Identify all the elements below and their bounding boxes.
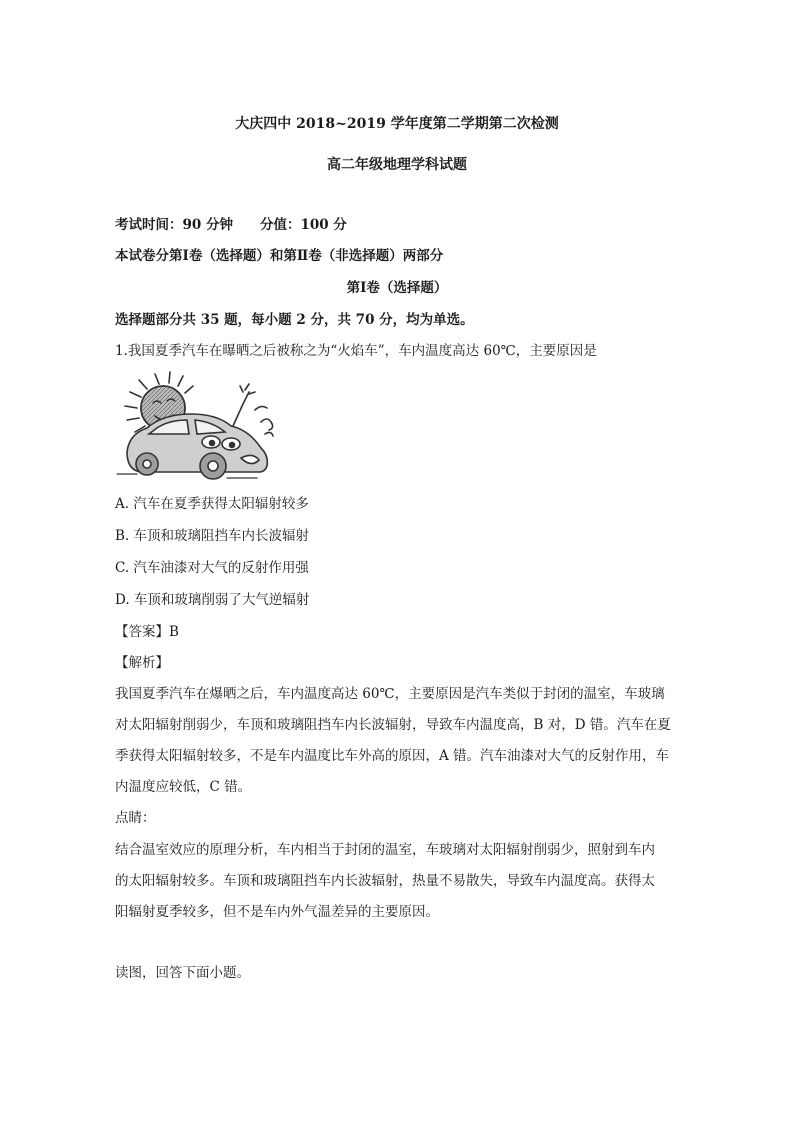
question-1-stem: 1.我国夏季汽车在曝晒之后被称之为“火焰车”，车内温度高达 60℃，主要原因是 <box>115 343 597 359</box>
cartoon-sun-car-illustration <box>115 370 281 482</box>
analysis-line-1: 我国夏季汽车在爆晒之后，车内温度高达 60℃，主要原因是汽车类似于封闭的温室，车玻璃 <box>115 686 665 702</box>
comment-line-3: 阳辐射夏季较多，但不是车内外气温差异的主要原因。 <box>115 904 439 920</box>
option-c: C. 汽车油漆对大气的反射作用强 <box>115 560 309 576</box>
option-a: A. 汽车在夏季获得太阳辐射较多 <box>115 496 309 512</box>
exam-title: 大庆四中 2018~2019 学年度第二学期第二次检测 <box>235 116 559 132</box>
section-title: 第Ⅰ卷（选择题） <box>346 280 448 296</box>
comment-line-2: 的太阳辐射较多。车顶和玻璃阻挡车内长波辐射，热量不易散失，导致车内温度高。获得太 <box>115 873 655 889</box>
next-question-prompt: 读图，回答下面小题。 <box>115 965 250 981</box>
answer-line: 【答案】B <box>115 624 179 640</box>
exam-subtitle: 高二年级地理学科试题 <box>327 157 467 173</box>
comment-label: 点睛： <box>115 810 156 826</box>
choice-instructions: 选择题部分共 35 题，每小题 2 分，共 70 分，均为单选。 <box>115 312 474 328</box>
option-b: B. 车顶和玻璃阻挡车内长波辐射 <box>115 528 310 544</box>
analysis-line-4: 内温度应较低，C 错。 <box>115 779 252 795</box>
exam-time-score: 考试时间：90 分钟 分值：100 分 <box>115 217 347 233</box>
option-d: D. 车顶和玻璃削弱了大气逆辐射 <box>115 592 310 608</box>
analysis-label: 【解析】 <box>115 655 169 671</box>
analysis-line-3: 季获得太阳辐射较多，不是车内温度比车外高的原因，A 错。汽车油漆对大气的反射作用，车 <box>115 748 670 764</box>
comment-line-1: 结合温室效应的原理分析，车内相当于封闭的温室，车玻璃对太阳辐射削弱少，照射到车内 <box>115 842 655 858</box>
exam-structure: 本试卷分第Ⅰ卷（选择题）和第Ⅱ卷（非选择题）两部分 <box>115 248 444 264</box>
analysis-line-2: 对太阳辐射削弱少，车顶和玻璃阻挡车内长波辐射，导致车内温度高，B 对，D 错。汽车在夏 <box>115 717 671 733</box>
